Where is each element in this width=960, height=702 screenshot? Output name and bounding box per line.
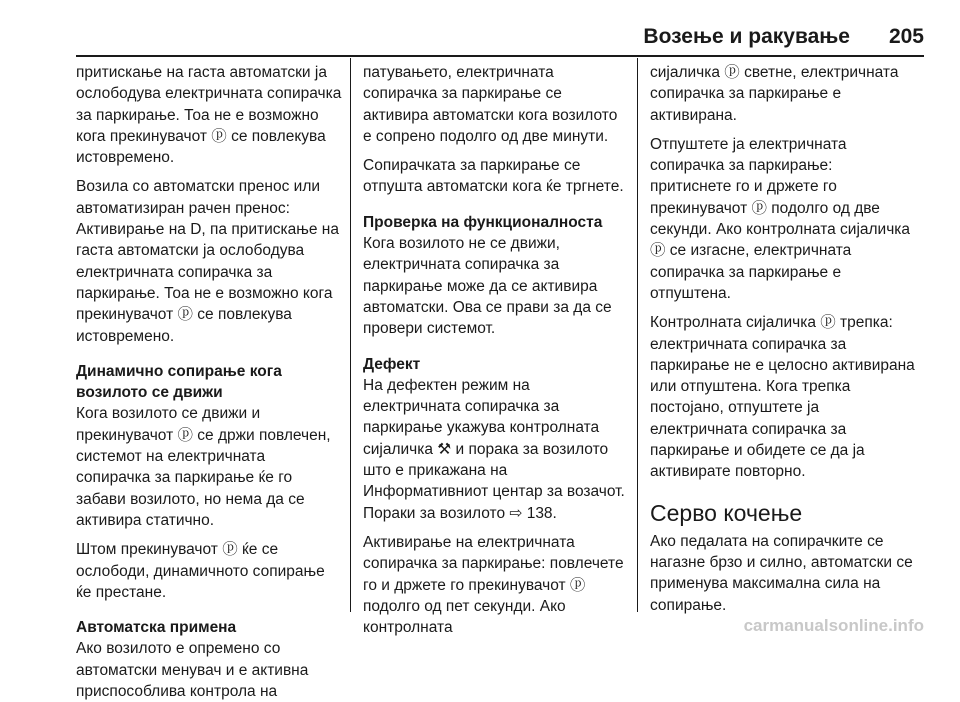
- paragraph: Контролната сијаличка ⓟ трепка: електричната сопирачка за паркирање не е целосно активирана или отпуштена. Кога трепка постојано, отпуштете ја електричната сопирачка за паркирање и обидете се да ја активирате повторно.: [650, 314, 915, 481]
- paragraph: Возила со автоматски пренос или автоматизиран рачен пренос: Активирање на D, па притискање на гаста автоматски ја ослободува електричната сопирачка за паркирање. Тоа не е возможно кога прекинувачот ⓟ се повлекува истовремено.: [76, 178, 339, 345]
- paragraph: Кога возилото не се движи, електричната сопирачка за паркирање може да се активира автоматски. Ова се прави за да се провери системот.: [363, 235, 612, 338]
- column-2: [351, 58, 638, 637]
- watermark: carmanualsonline.info: [743, 616, 924, 635]
- section-heading: Динамично сопирање кога возилото се движи: [76, 362, 282, 402]
- column-1: [76, 58, 351, 701]
- section-heading: Дефект: [363, 355, 421, 373]
- paragraph: Кога возилото се движи и прекинувачот ⓟ се држи повлечен, системот на електричната сопирачка за паркирање ќе го забави возилото, но нема да се активира статично.: [76, 405, 331, 529]
- paragraph: Штом прекинувачот ⓟ ќе се ослободи, динамичното сопирање ќе престане.: [76, 541, 325, 601]
- page-number: 205: [888, 25, 924, 48]
- paragraph: притискање на гаста автоматски ја ослободува електричната сопирачка за паркирање. Тоа не е возможно кога прекинувачот ⓟ се повлекува истовремено.: [76, 64, 342, 167]
- section-heading: Автоматска примена: [76, 619, 237, 637]
- paragraph: сијаличка ⓟ светне, електричната сопирачка за паркирање е активирана.: [650, 64, 899, 124]
- paragraph: Активирање на електричната сопирачка за паркирање: повлечете го и држете го прекинувачот ⓟ подолго од пет секунди. Ако контролната: [363, 533, 624, 637]
- header-divider: [76, 55, 924, 57]
- section-heading: Серво кочење: [650, 499, 803, 526]
- paragraph: Отпуштете ја електричната сопирачка за паркирање: притиснете го и држете го прекинувачот ⓟ подолго од две секунди. Ако контролната сијаличка ⓟ се изгасне, електричната сопирачка за паркирање е отпуштена.: [650, 135, 911, 302]
- chapter-title: Возење и ракување: [643, 25, 850, 48]
- paragraph: На дефектен режим на електричната сопирачка за паркирање укажува контролната сијаличка ⚒ и порака за возилото што е прикажана на Информативниот центар за возачот. Пораки за возилото ⇨ 138.: [363, 376, 625, 522]
- paragraph: Ако возилото е опремено со автоматски менувач и е активна приспособлива контрола на: [76, 640, 309, 701]
- column-3: [638, 58, 924, 612]
- paragraph: Сопирачката за паркирање се отпушта автоматски кога ќе тргнете.: [363, 157, 624, 196]
- page-header: [0, 0, 960, 60]
- section-heading: Проверка на функционалноста: [363, 213, 603, 231]
- paragraph: Ако педалата на сопирачките се нагазне брзо и силно, автоматски се применува максимална сила на сопирање.: [650, 532, 913, 614]
- paragraph: патувањето, електричната сопирачка за паркирање се активира автоматски кога возилото е сопрено подолго од две минути.: [363, 64, 618, 145]
